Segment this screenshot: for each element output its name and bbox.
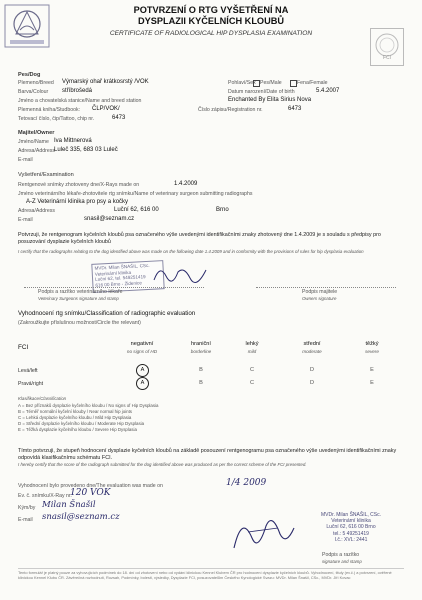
regno-value: 6473: [288, 106, 302, 112]
stamp-line: Luční 62, tel. 549251419: [94, 274, 146, 282]
fci-logo: [370, 28, 404, 66]
right-grade-cell: E: [370, 380, 374, 386]
classification-item: C = Lehká dysplazie kyčelního kloubu / Mild Hip Dysplasia: [18, 415, 132, 420]
fci-logo-label: FCI: [382, 55, 392, 61]
dog-name-label: Jméno a chovatelská stanice/Name and breed station: [18, 98, 142, 104]
dob-value: 5.4.2007: [316, 88, 340, 94]
vet-sign-line: [24, 287, 204, 288]
evaluator-signature-icon: [228, 508, 298, 556]
grade-header-en: severe: [365, 349, 379, 354]
grade-header: těžký: [365, 341, 379, 347]
evaluation-instruction: (Zakroužkujte příslušnou možnost/Circle the relevant): [18, 320, 141, 326]
studbook-value: ČLP/VOK/: [92, 106, 120, 112]
exam-section-title: Vyšetření/Examination: [18, 172, 74, 178]
eval-date-label: Vyhodnocení bylo provedeno dne/The evaluation was made on: [18, 483, 163, 489]
sex-male-label: Pes/Male: [260, 80, 282, 86]
owner-address-label: Adresa/Address: [18, 148, 55, 154]
grade-header: negativní: [130, 341, 154, 347]
color-label: Barva/Colour: [18, 89, 49, 95]
tattoo-value: 6473: [112, 115, 126, 121]
xray-number-value: 120 VOK: [70, 488, 111, 498]
classification-title: Klasifikace/Classification: [18, 396, 67, 401]
evaluated-by-label: Kým/by: [18, 505, 36, 511]
grade-header-en: mild: [247, 349, 257, 354]
eval-date-value: 1/4 2009: [226, 478, 267, 488]
right-grade-cell: D: [309, 380, 315, 386]
regno-label: Číslo zápisu/Registration nr.: [198, 107, 263, 113]
exam-email-label: E-mail: [18, 217, 33, 223]
vet-signature-icon: [150, 262, 210, 288]
sex-female-checkbox: [290, 80, 297, 87]
evaluated-by-value: Milan Šnašil: [42, 500, 96, 510]
left-grade-cell: B: [199, 367, 203, 373]
footer-divider: [18, 568, 404, 569]
classification-item: D = Střední dysplazie kyčelního kloubu / Moderate Hip Dysplasia: [18, 421, 145, 426]
confirmation-cs: Tímto potvrzuji, že stupeň hodnocení dysplazie kyčelních kloubů na základě posouzení rentgenogramu psa označeného výše uvedenými identifikačními znaky odpovídá klasifikačnímu schématu FCI.: [18, 448, 397, 461]
left-grade-selected: A: [136, 364, 149, 377]
vet-name-value: A-Z Veterinární klinika pro psy a kočky: [26, 199, 129, 205]
stamp-line: 616 00 Brno - Židenice: [95, 280, 142, 288]
stamp-line: Veterinární klinika: [331, 518, 371, 525]
owner-email-label: E-mail: [18, 157, 33, 163]
dog-name-value: Enchanted By Elita Sirius Nova: [228, 97, 312, 103]
stamp-line: MVDr. Milan ŠNAŠIL, CSc.: [320, 512, 381, 518]
left-grade-cell: C: [249, 367, 255, 373]
owner-address-value: Luleč 335, 683 03 Luleč: [54, 147, 118, 153]
owner-name-value: Iva Mittnerová: [54, 138, 92, 144]
vet-signature-label: Podpis a razítko veterinárního lékaře: [38, 289, 123, 295]
xray-date-value: 1.4.2009: [174, 181, 198, 187]
tattoo-label: Tetovací číslo, čip/Tattoo, chip nr.: [18, 116, 95, 122]
left-hip-label: Levá/left: [18, 368, 38, 374]
stamp-line: I.č.: XVL: 2441: [334, 536, 368, 543]
owner-signature-label: Podpis majitele: [302, 289, 338, 295]
grade-header: hraniční: [191, 341, 211, 347]
grade-header-en: moderate: [302, 349, 322, 354]
grade-header-en: borderline: [190, 349, 212, 354]
sex-female-label: Fena/Female: [297, 80, 328, 86]
declaration-en: I certify that the radiographs relating to the dog identified above was made on the following date 1.4.2009 and in conformity with the provisions of rules for hip dysplasia evaluation: [18, 249, 364, 254]
sex-label: Pohlaví/Sex: [228, 80, 256, 86]
title-line-2: DYSPLAZII KYČELNÍCH KLOUBŮ: [138, 16, 284, 26]
dog-section-title: Pes/Dog: [18, 72, 41, 78]
eval-email-value: snasil@seznam.cz: [42, 512, 120, 522]
studbook-label: Plemenná kniha/Studbook:: [18, 107, 81, 113]
evaluation-title: Vyhodnocení rtg snímku/Classification of radiographic evaluation: [18, 310, 196, 317]
right-grade-selected: A: [136, 377, 149, 390]
evaluator-sign-label: Podpis a razítko: [322, 552, 360, 558]
eval-email-label: E-mail: [18, 517, 33, 523]
grade-header-en: no signs of HD: [126, 349, 158, 354]
evaluator-sign-en: signature and stamp: [322, 559, 362, 564]
owner-section-title: Majitel/Owner: [18, 130, 55, 136]
vet-signature-en: Veterinary Surgeons signature and stamp: [38, 296, 119, 301]
right-hip-label: Pravá/right: [18, 381, 44, 387]
exam-city-value: Brno: [216, 207, 229, 213]
classification-item: B = Téměř normální kyčelní klouby / Near normal hip joints: [18, 409, 133, 414]
fci-label: FCI: [18, 344, 29, 351]
vet-name-label: Jméno veterinárního lékaře-zhotovitele rtg snímku/Name of veterinary surgeon submitting radiographs: [18, 191, 253, 197]
classification-item: E = Těžká dysplazie kyčelního kloubu / Severe Hip Dysplasia: [18, 427, 137, 432]
owner-sign-line: [256, 287, 396, 288]
stamp-line: tel.: 5 49251419: [333, 530, 369, 537]
owner-signature-en: Owners signature: [302, 296, 337, 301]
right-grade-cell: B: [199, 380, 203, 386]
right-grade-cell: C: [249, 380, 255, 386]
stamp-line: Veterinární klinika: [94, 269, 132, 277]
breed-value: Výmarský ohař krátkosrstý /VOK: [62, 79, 149, 85]
stamp-line: MVDr. Milan ŠNAŠIL, CSc.: [94, 262, 150, 271]
grade-header: lehký: [245, 341, 259, 347]
grade-header: střední: [303, 341, 321, 347]
evaluator-stamp: [296, 512, 406, 543]
exam-address-value: Luční 62, 616 00: [114, 207, 159, 213]
breed-label: Plemeno/Breed: [18, 80, 54, 86]
dob-label: Datum narození/Date of birth: [228, 89, 295, 95]
exam-email-value: snasil@seznam.cz: [84, 216, 135, 222]
xray-number-label: Ev. č. snímku/X-Ray nr.: [18, 493, 72, 499]
owner-name-label: Jméno/Name: [18, 139, 49, 145]
subtitle: CERTIFICATE OF RADIOLOGICAL HIP DYSPLASIA EXAMINATION: [109, 30, 313, 37]
title-line-1: POTVRZENÍ O RTG VYŠETŘENÍ NA: [133, 5, 289, 15]
stamp-line: Luční 62, 616 00 Brno: [326, 524, 376, 531]
footer-text: Tento formulář je platný pouze za vyhovujících podmínek do 18. dní od zhotovení nebo od vydání klinickou Kennel Klubem ČR pro hodnocení dysplazie kyčelních kloubů. Vyhodnocení, tituly (ev.č.) a potvrzení, ověřené klinickou Kennel Klubu ČR. Závěrečná rozhodnutí, Rozsah, Podmínky, bolesti, výsledky, Dysplazie FCI, posuzovatelům Českého Kynologické Svazu: MVDr. Milan Šnašil, CSc., MVDr. Jiří Kovac: [18, 570, 392, 580]
exam-address-label: Adresa/Address: [18, 208, 55, 214]
classification-item: A = Bez příznaků dysplazie kyčelního kloubu / No signs of Hip Dysplasia: [18, 403, 159, 408]
color-value: stříbrošedá: [62, 88, 93, 94]
confirmation-en: I hereby certify that the score of the radiograph submitted for the dog identified above was produced as per the correct scheme of the FCI presented.: [18, 462, 307, 467]
left-grade-cell: D: [309, 367, 315, 373]
xray-date-label: Rentgenové snímky zhotoveny dne/X-Rays made on: [18, 182, 140, 188]
left-grade-cell: E: [370, 367, 374, 373]
declaration-cs: Potvrzuji, že rentgenogram kyčelních kloubů psa označeného výše uvedenými identifikačními znaky zhotovený dne 1.4.2009 je s souladu s předpisy pro posuzování dysplazie kyčelních kloubů: [18, 232, 381, 245]
sex-male-checkbox: [253, 80, 260, 87]
